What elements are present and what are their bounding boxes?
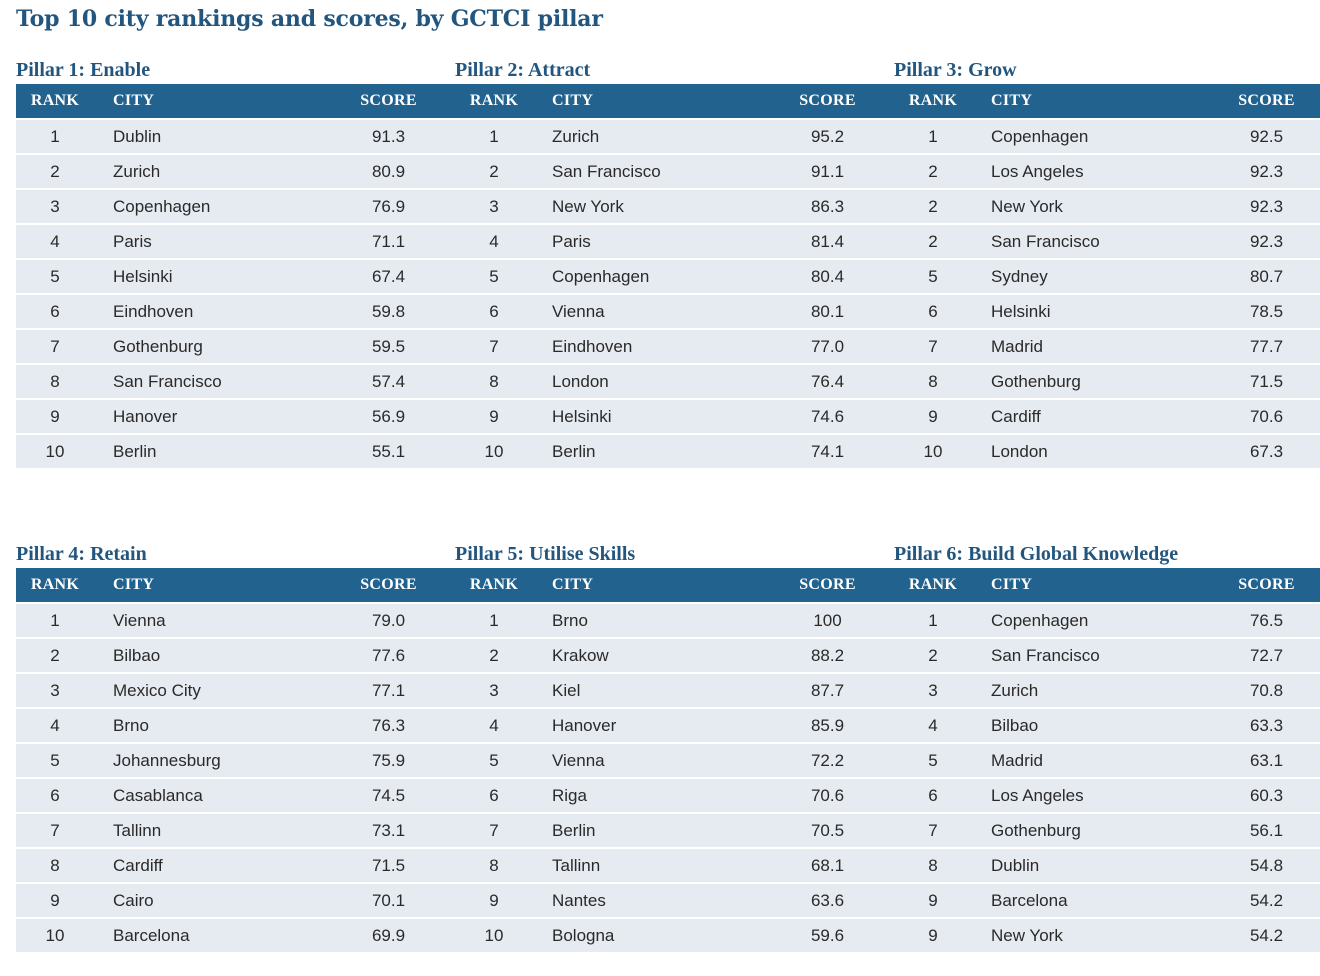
table-row: [455, 882, 901, 917]
city-cell: San Francisco: [972, 223, 1213, 258]
score-cell: 85.9: [774, 707, 901, 742]
city-cell: Berlin: [533, 812, 774, 847]
table-row: [894, 153, 1320, 188]
rank-cell: 10: [455, 433, 533, 468]
city-cell: Copenhagen: [94, 188, 335, 223]
score-cell: 70.1: [335, 882, 462, 917]
score-cell: 70.6: [774, 777, 901, 812]
city-cell: San Francisco: [533, 153, 774, 188]
score-cell: 77.0: [774, 328, 901, 363]
score-cell: 75.9: [335, 742, 462, 777]
table-row: [16, 153, 462, 188]
city-cell: Bilbao: [94, 637, 335, 672]
score-cell: 80.1: [774, 293, 901, 328]
city-cell: Copenhagen: [972, 118, 1213, 153]
score-cell: 67.4: [335, 258, 462, 293]
city-cell: Barcelona: [94, 917, 335, 952]
rank-cell: 9: [894, 917, 972, 952]
score-cell: 92.5: [1213, 118, 1320, 153]
rank-cell: 7: [894, 328, 972, 363]
table-row: [455, 293, 901, 328]
table-row: [16, 882, 462, 917]
table-header-row: [16, 84, 462, 118]
city-cell: Helsinki: [94, 258, 335, 293]
rank-cell: 6: [894, 777, 972, 812]
column-header-rank: RANK: [455, 568, 533, 602]
rank-cell: 7: [16, 328, 94, 363]
city-cell: Madrid: [972, 742, 1213, 777]
rank-cell: 5: [16, 258, 94, 293]
table-row: [455, 363, 901, 398]
column-header-city: CITY: [94, 84, 335, 118]
table-row: [455, 398, 901, 433]
rank-cell: 4: [455, 223, 533, 258]
table-row: [16, 118, 462, 153]
rank-cell: 1: [455, 602, 533, 637]
pillar-title: Pillar 2: Attract: [455, 59, 591, 81]
score-cell: 55.1: [335, 433, 462, 468]
table-row: [16, 258, 462, 293]
rank-cell: 7: [455, 328, 533, 363]
city-cell: Hanover: [94, 398, 335, 433]
table-row: [455, 258, 901, 293]
city-cell: Sydney: [972, 258, 1213, 293]
table-row: [455, 707, 901, 742]
column-header-score: SCORE: [1213, 84, 1320, 118]
table-row: [16, 917, 462, 952]
table-row: [455, 433, 901, 468]
score-cell: 70.6: [1213, 398, 1320, 433]
score-cell: 59.6: [774, 917, 901, 952]
table-row: [894, 742, 1320, 777]
column-header-rank: RANK: [16, 84, 94, 118]
city-cell: Gothenburg: [94, 328, 335, 363]
rank-cell: 2: [894, 223, 972, 258]
rank-cell: 6: [16, 777, 94, 812]
city-cell: Nantes: [533, 882, 774, 917]
score-cell: 59.5: [335, 328, 462, 363]
city-cell: Eindhoven: [94, 293, 335, 328]
table-row: [16, 188, 462, 223]
table-row: [894, 847, 1320, 882]
table-row: [455, 602, 901, 637]
rank-cell: 8: [16, 847, 94, 882]
score-cell: 77.1: [335, 672, 462, 707]
table-row: [894, 398, 1320, 433]
table-row: [894, 917, 1320, 952]
score-cell: 63.6: [774, 882, 901, 917]
rank-cell: 6: [894, 293, 972, 328]
score-cell: 92.3: [1213, 188, 1320, 223]
rank-cell: 8: [455, 847, 533, 882]
city-cell: Los Angeles: [972, 153, 1213, 188]
rank-cell: 4: [894, 707, 972, 742]
city-cell: Zurich: [94, 153, 335, 188]
table-row: [894, 118, 1320, 153]
rank-cell: 2: [894, 637, 972, 672]
rank-cell: 8: [894, 363, 972, 398]
rank-cell: 10: [455, 917, 533, 952]
city-cell: Mexico City: [94, 672, 335, 707]
rank-cell: 3: [894, 672, 972, 707]
score-cell: 91.3: [335, 118, 462, 153]
score-cell: 56.9: [335, 398, 462, 433]
score-cell: 78.5: [1213, 293, 1320, 328]
city-cell: Dublin: [972, 847, 1213, 882]
city-cell: Madrid: [972, 328, 1213, 363]
score-cell: 70.5: [774, 812, 901, 847]
table-row: [894, 188, 1320, 223]
rank-cell: 4: [16, 707, 94, 742]
rank-cell: 1: [16, 118, 94, 153]
table-header-row: [455, 568, 901, 602]
table-row: [16, 777, 462, 812]
column-header-score: SCORE: [1213, 568, 1320, 602]
city-cell: Barcelona: [972, 882, 1213, 917]
city-cell: London: [972, 433, 1213, 468]
city-cell: Berlin: [94, 433, 335, 468]
rank-cell: 1: [894, 602, 972, 637]
city-cell: Krakow: [533, 637, 774, 672]
score-cell: 76.4: [774, 363, 901, 398]
table-row: [455, 153, 901, 188]
table-row: [894, 223, 1320, 258]
rank-cell: 9: [894, 882, 972, 917]
city-cell: Brno: [533, 602, 774, 637]
score-cell: 76.5: [1213, 602, 1320, 637]
pillar-panel-3: [894, 56, 1301, 468]
city-cell: Cardiff: [972, 398, 1213, 433]
rank-cell: 5: [894, 258, 972, 293]
score-cell: 71.1: [335, 223, 462, 258]
ranking-table: [16, 568, 462, 952]
city-cell: New York: [533, 188, 774, 223]
table-row: [894, 328, 1320, 363]
ranking-table: [894, 568, 1320, 952]
city-cell: Vienna: [94, 602, 335, 637]
city-cell: London: [533, 363, 774, 398]
city-cell: San Francisco: [94, 363, 335, 398]
city-cell: Dublin: [94, 118, 335, 153]
table-row: [894, 882, 1320, 917]
city-cell: Bilbao: [972, 707, 1213, 742]
table-row: [455, 812, 901, 847]
rank-cell: 7: [455, 812, 533, 847]
score-cell: 80.4: [774, 258, 901, 293]
table-row: [894, 433, 1320, 468]
score-cell: 60.3: [1213, 777, 1320, 812]
table-row: [894, 707, 1320, 742]
score-cell: 95.2: [774, 118, 901, 153]
rank-cell: 2: [894, 153, 972, 188]
ranking-table: [455, 84, 901, 468]
table-row: [455, 328, 901, 363]
rank-cell: 2: [16, 153, 94, 188]
city-cell: Bologna: [533, 917, 774, 952]
pillar-panel-6: [894, 540, 1301, 952]
city-cell: New York: [972, 917, 1213, 952]
city-cell: Riga: [533, 777, 774, 812]
city-cell: Zurich: [533, 118, 774, 153]
table-header-row: [894, 84, 1320, 118]
score-cell: 87.7: [774, 672, 901, 707]
rank-cell: 3: [455, 672, 533, 707]
score-cell: 70.8: [1213, 672, 1320, 707]
score-cell: 71.5: [1213, 363, 1320, 398]
table-row: [894, 812, 1320, 847]
table-row: [16, 602, 462, 637]
table-row: [455, 742, 901, 777]
ranking-table: [455, 568, 901, 952]
score-cell: 80.7: [1213, 258, 1320, 293]
rank-cell: 9: [455, 398, 533, 433]
score-cell: 77.6: [335, 637, 462, 672]
score-cell: 86.3: [774, 188, 901, 223]
rank-cell: 3: [455, 188, 533, 223]
rank-cell: 9: [16, 398, 94, 433]
score-cell: 74.1: [774, 433, 901, 468]
table-row: [894, 258, 1320, 293]
column-header-rank: RANK: [894, 568, 972, 602]
score-cell: 81.4: [774, 223, 901, 258]
table-row: [455, 672, 901, 707]
score-cell: 68.1: [774, 847, 901, 882]
pillar-title: Pillar 5: Utilise Skills: [455, 543, 636, 565]
rank-cell: 1: [455, 118, 533, 153]
column-header-score: SCORE: [335, 84, 462, 118]
city-cell: Hanover: [533, 707, 774, 742]
rank-cell: 1: [894, 118, 972, 153]
score-cell: 63.1: [1213, 742, 1320, 777]
score-cell: 92.3: [1213, 153, 1320, 188]
rank-cell: 8: [455, 363, 533, 398]
rank-cell: 2: [894, 188, 972, 223]
city-cell: San Francisco: [972, 637, 1213, 672]
table-row: [894, 363, 1320, 398]
rank-cell: 10: [894, 433, 972, 468]
rank-cell: 6: [16, 293, 94, 328]
rank-cell: 6: [455, 777, 533, 812]
table-row: [16, 398, 462, 433]
table-row: [16, 742, 462, 777]
score-cell: 80.9: [335, 153, 462, 188]
rank-cell: 3: [16, 188, 94, 223]
score-cell: 73.1: [335, 812, 462, 847]
city-cell: Tallinn: [533, 847, 774, 882]
table-header-row: [16, 568, 462, 602]
score-cell: 63.3: [1213, 707, 1320, 742]
city-cell: Los Angeles: [972, 777, 1213, 812]
city-cell: Johannesburg: [94, 742, 335, 777]
score-cell: 100: [774, 602, 901, 637]
table-row: [455, 223, 901, 258]
rank-cell: 1: [16, 602, 94, 637]
city-cell: Gothenburg: [972, 363, 1213, 398]
rank-cell: 7: [16, 812, 94, 847]
score-cell: 59.8: [335, 293, 462, 328]
rank-cell: 5: [16, 742, 94, 777]
column-header-rank: RANK: [894, 84, 972, 118]
table-row: [455, 847, 901, 882]
city-cell: Berlin: [533, 433, 774, 468]
pillar-panel-1: [16, 56, 423, 468]
city-cell: Zurich: [972, 672, 1213, 707]
city-cell: Paris: [533, 223, 774, 258]
city-cell: Brno: [94, 707, 335, 742]
city-cell: Helsinki: [533, 398, 774, 433]
table-row: [16, 812, 462, 847]
city-cell: Copenhagen: [533, 258, 774, 293]
rank-cell: 6: [455, 293, 533, 328]
pillar-panel-4: [16, 540, 423, 952]
table-row: [16, 433, 462, 468]
score-cell: 54.2: [1213, 882, 1320, 917]
score-cell: 67.3: [1213, 433, 1320, 468]
score-cell: 54.2: [1213, 917, 1320, 952]
city-cell: Helsinki: [972, 293, 1213, 328]
score-cell: 71.5: [335, 847, 462, 882]
table-row: [16, 363, 462, 398]
score-cell: 91.1: [774, 153, 901, 188]
table-row: [455, 637, 901, 672]
table-row: [455, 118, 901, 153]
score-cell: 74.6: [774, 398, 901, 433]
column-header-city: CITY: [533, 568, 774, 602]
score-cell: 69.9: [335, 917, 462, 952]
table-row: [894, 293, 1320, 328]
rank-cell: 2: [455, 637, 533, 672]
pillar-panel-2: [455, 56, 862, 468]
city-cell: Eindhoven: [533, 328, 774, 363]
pillar-panel-5: [455, 540, 862, 952]
score-cell: 76.9: [335, 188, 462, 223]
rank-cell: 7: [894, 812, 972, 847]
score-cell: 56.1: [1213, 812, 1320, 847]
score-cell: 72.7: [1213, 637, 1320, 672]
table-row: [455, 188, 901, 223]
rank-cell: 3: [16, 672, 94, 707]
column-header-city: CITY: [94, 568, 335, 602]
rank-cell: 9: [894, 398, 972, 433]
pillar-title: Pillar 6: Build Global Knowledge: [894, 543, 1179, 565]
city-cell: New York: [972, 188, 1213, 223]
table-row: [894, 777, 1320, 812]
table-row: [16, 223, 462, 258]
city-cell: Casablanca: [94, 777, 335, 812]
table-row: [16, 328, 462, 363]
city-cell: Paris: [94, 223, 335, 258]
rank-cell: 10: [16, 917, 94, 952]
page-title: Top 10 city rankings and scores, by GCTCI pillar: [16, 6, 603, 32]
rank-cell: 10: [16, 433, 94, 468]
score-cell: 88.2: [774, 637, 901, 672]
rank-cell: 2: [455, 153, 533, 188]
table-header-row: [455, 84, 901, 118]
column-header-rank: RANK: [16, 568, 94, 602]
city-cell: Gothenburg: [972, 812, 1213, 847]
table-row: [16, 293, 462, 328]
rank-cell: 4: [455, 707, 533, 742]
table-row: [16, 672, 462, 707]
column-header-city: CITY: [972, 84, 1213, 118]
rank-cell: 9: [455, 882, 533, 917]
city-cell: Vienna: [533, 742, 774, 777]
rank-cell: 8: [894, 847, 972, 882]
table-row: [455, 917, 901, 952]
city-cell: Cardiff: [94, 847, 335, 882]
rank-cell: 5: [455, 742, 533, 777]
city-cell: Copenhagen: [972, 602, 1213, 637]
city-cell: Kiel: [533, 672, 774, 707]
score-cell: 57.4: [335, 363, 462, 398]
column-header-score: SCORE: [774, 84, 901, 118]
column-header-score: SCORE: [335, 568, 462, 602]
score-cell: 77.7: [1213, 328, 1320, 363]
rank-cell: 2: [16, 637, 94, 672]
score-cell: 54.8: [1213, 847, 1320, 882]
column-header-score: SCORE: [774, 568, 901, 602]
score-cell: 72.2: [774, 742, 901, 777]
rank-cell: 8: [16, 363, 94, 398]
column-header-city: CITY: [972, 568, 1213, 602]
pillar-title: Pillar 3: Grow: [894, 59, 1017, 81]
city-cell: Tallinn: [94, 812, 335, 847]
score-cell: 79.0: [335, 602, 462, 637]
rank-cell: 4: [16, 223, 94, 258]
rank-cell: 5: [894, 742, 972, 777]
city-cell: Vienna: [533, 293, 774, 328]
city-cell: Cairo: [94, 882, 335, 917]
table-row: [455, 777, 901, 812]
pillar-title: Pillar 1: Enable: [16, 59, 151, 81]
column-header-rank: RANK: [455, 84, 533, 118]
table-row: [894, 637, 1320, 672]
table-header-row: [894, 568, 1320, 602]
column-header-city: CITY: [533, 84, 774, 118]
table-row: [894, 602, 1320, 637]
ranking-table: [16, 84, 462, 468]
score-cell: 74.5: [335, 777, 462, 812]
table-row: [16, 707, 462, 742]
score-cell: 76.3: [335, 707, 462, 742]
pillar-title: Pillar 4: Retain: [16, 543, 147, 565]
rank-cell: 9: [16, 882, 94, 917]
table-row: [894, 672, 1320, 707]
ranking-table: [894, 84, 1320, 468]
table-row: [16, 637, 462, 672]
table-row: [16, 847, 462, 882]
rank-cell: 5: [455, 258, 533, 293]
score-cell: 92.3: [1213, 223, 1320, 258]
